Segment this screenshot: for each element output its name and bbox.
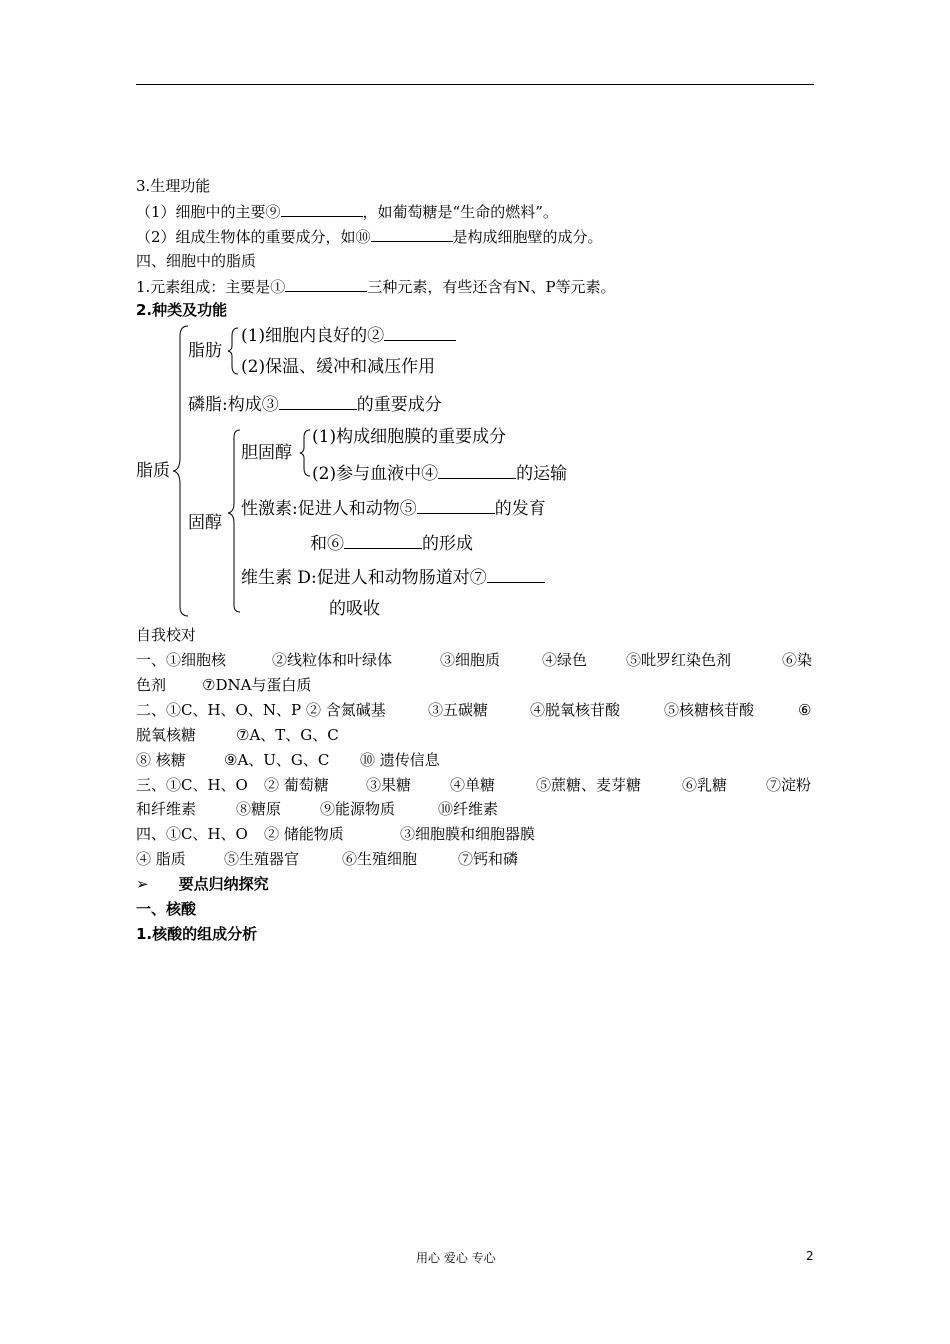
diagram-fat-function-2: (2)保温、缓冲和减压作用 [241,357,436,377]
footer-slogan: 用心 爱心 专心 [416,1251,496,1265]
page-number: 2 [806,1249,814,1263]
arrow-icon: ➢ [136,875,149,893]
element-line: 1.元素组成：主要是① 三种元素，有些还含有N、P等元素。 [136,278,616,296]
diagram-cholesterol-function-2: (2)参与血液中④ 的运输 [312,460,567,485]
diagram-sex-hormone: 性激素:促进人和动物⑤ 的发育 [241,495,546,520]
diagram-phospholipid: 磷脂:构成③ 的重要成分 [188,391,442,416]
diagram-root-lipid: 脂质 [136,461,170,481]
diagram-cholesterol-function-1: (1)构成细胞膜的重要成分 [312,427,507,447]
types-title: 2.种类及功能 [136,301,228,319]
key-points-heading: ➢ 要点归纳探究 [136,875,269,893]
diagram-sex-hormone-cont: 和⑥ 的形成 [310,530,473,555]
section-4-title: 四、细胞中的脂质 [136,252,257,270]
function-line-1: （1）细胞中的主要⑨ ，如葡萄糖是“生命的燃料”。 [136,203,558,221]
key-subsection-1: 1.核酸的组成分析 [136,925,258,943]
diagram-vitamin-d: 维生素 D:促进人和动物肠道对⑦ [241,564,545,589]
diagram-vitamin-d-cont: 的吸收 [329,599,380,619]
self-check-title: 自我校对 [136,626,197,644]
function-line-2: （2）组成生物体的重要成分，如⑩ 是构成细胞壁的成分。 [136,228,603,246]
key-section-1: 一、核酸 [136,900,197,918]
diagram-fat-function-1: (1)细胞内良好的② [241,322,456,347]
diagram-sterol: 固醇 [188,513,222,533]
diagram-cholesterol: 胆固醇 [241,443,292,463]
diagram-fat: 脂肪 [188,341,222,361]
section-3-title: 3.生理功能 [136,177,211,195]
